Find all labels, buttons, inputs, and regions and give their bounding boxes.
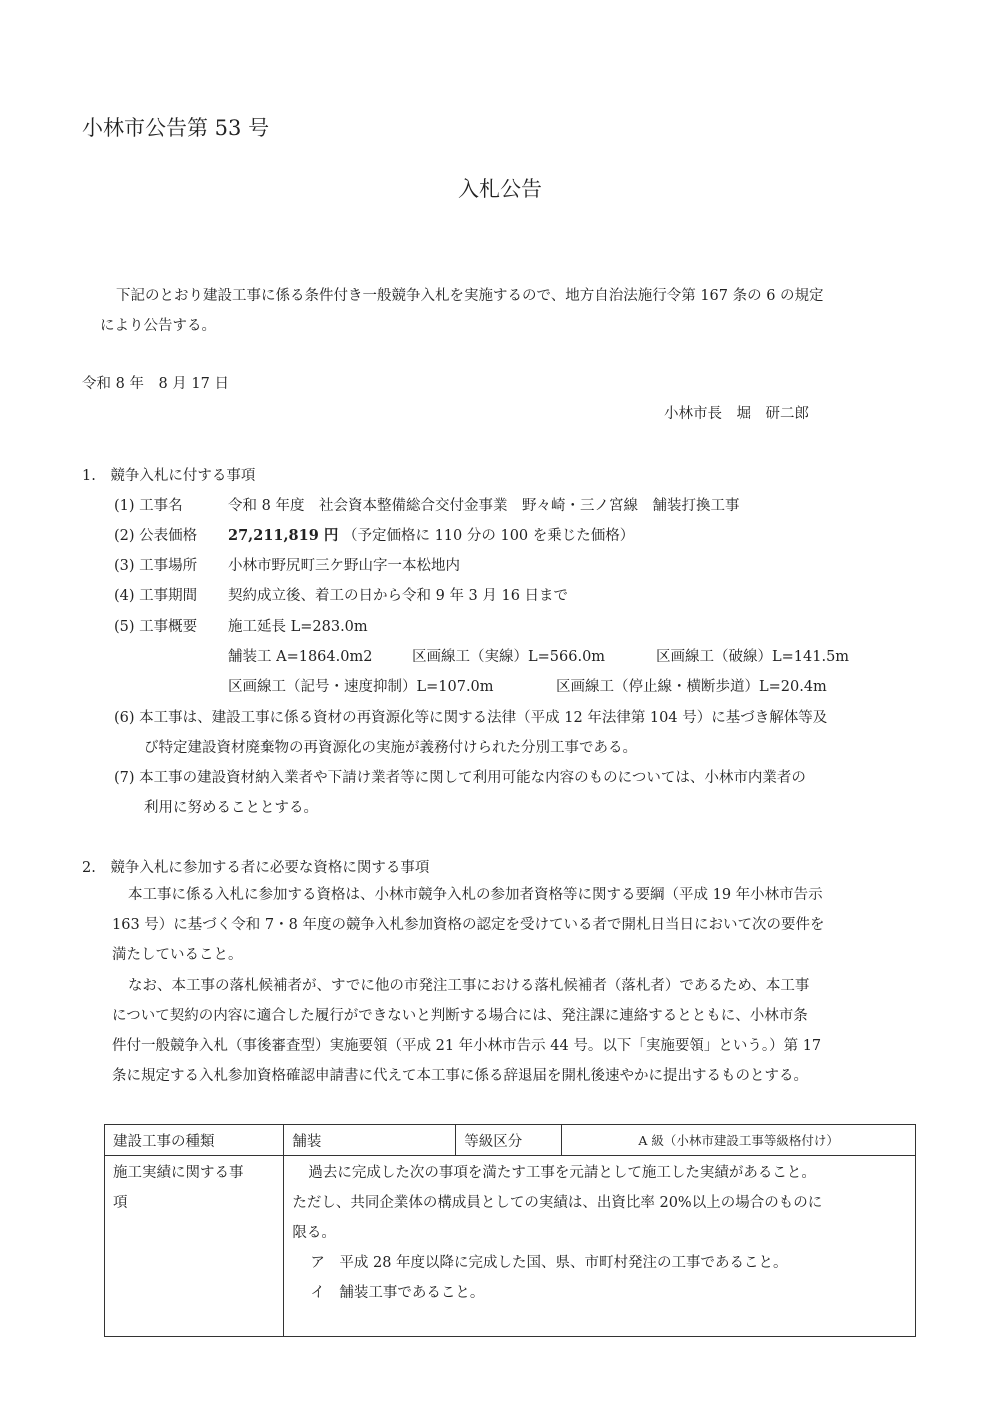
experience-line-3: 限る。 xyxy=(292,1225,336,1241)
overview-line-1-c: 区画線工（破線）L=141.5m xyxy=(656,649,850,665)
item-6-line-1: (6) 本工事は、建設工事に係る資材の再資源化等に関する法律（平成 12 年法律第 104 号）に基づき解体等及 xyxy=(114,710,828,726)
experience-requirements-cell xyxy=(284,1156,916,1337)
item-4-label: (4) 工事期間 xyxy=(114,588,198,604)
requirements-table xyxy=(104,1124,916,1337)
experience-label-line-1: 施工実績に関する事 xyxy=(113,1165,244,1181)
published-price-note: （予定価格に 110 分の 100 を乗じた価格） xyxy=(342,528,635,544)
experience-line-1: 過去に完成した次の事項を満たす工事を元請として施工した実績があること。 xyxy=(308,1165,816,1181)
work-type-label: 建設工事の種類 xyxy=(105,1125,284,1156)
para-1-line-1: 本工事に係る入札に参加する資格は、小林市競争入札の参加者資格等に関する要綱（平成 19 年小林市告示 xyxy=(128,887,823,903)
item-3-label: (3) 工事場所 xyxy=(114,558,198,574)
item-5-label: (5) 工事概要 xyxy=(114,619,198,635)
item-1-label: (1) 工事名 xyxy=(114,498,183,514)
section-2-heading: 2. 競争入札に参加する者に必要な資格に関する事項 xyxy=(82,860,430,876)
section-1-heading: 1. 競争入札に付する事項 xyxy=(82,468,256,484)
item-1-value: 令和 8 年度 社会資本整備総合交付金事業 野々崎・三ノ宮線 舗装打換工事 xyxy=(228,498,740,514)
item-7-line-1: (7) 本工事の建設資材納入業者や下請け業者等に関して利用可能な内容のものについては、小林市内業者の xyxy=(114,770,806,786)
overview-line-2-b: 区画線工（停止線・横断歩道）L=20.4m xyxy=(556,679,827,695)
item-7-line-2: 利用に努めることとする。 xyxy=(144,800,318,816)
page-title: 入札公告 xyxy=(458,177,542,201)
published-price: 27,211,819 円 xyxy=(228,527,339,544)
item-6-line-2: び特定建設資材廃棄物の再資源化の実施が義務付けられた分別工事である。 xyxy=(144,740,637,756)
mayor-signature: 小林市長 堀 研二郎 xyxy=(664,406,809,422)
item-2-value xyxy=(228,524,634,545)
para-1-line-3: 満たしていること。 xyxy=(112,947,243,963)
experience-label-cell xyxy=(105,1156,284,1337)
overview-line-2-a: 区画線工（記号・速度抑制）L=107.0m xyxy=(228,679,494,695)
experience-line-5: イ 舗装工事であること。 xyxy=(310,1285,485,1301)
section-2-paragraph-2 xyxy=(112,971,922,1091)
item-4-value: 契約成立後、着工の日から令和 9 年 3 月 16 日まで xyxy=(228,588,569,604)
overview-line-1-a: 舗装工 A=1864.0m2 xyxy=(228,649,373,665)
para-2-line-4: 条に規定する入札参加資格確認申請書に代えて本工事に係る辞退届を開札後速やかに提出するものとする。 xyxy=(112,1068,808,1084)
intro-line-2: により公告する。 xyxy=(100,318,216,334)
para-2-line-1: なお、本工事の落札候補者が、すでに他の市発注工事における落札候補者（落札者）であるため、本工事 xyxy=(128,978,810,994)
grade-value: A 級（小林市建設工事等級格付け） xyxy=(562,1125,916,1156)
experience-line-4: ア 平成 28 年度以降に完成した国、県、市町村発注の工事であること。 xyxy=(310,1255,788,1271)
para-2-line-3: 件付一般競争入札（事後審査型）実施要領（平成 21 年小林市告示 44 号。以下「実施要領」という。）第 17 xyxy=(112,1038,822,1054)
table-row xyxy=(105,1156,916,1337)
table-row xyxy=(105,1125,916,1156)
intro-line-1: 下記のとおり建設工事に係る条件付き一般競争入札を実施するので、地方自治法施行令第 167 条の 6 の規定 xyxy=(116,288,824,304)
grade-label: 等級区分 xyxy=(456,1125,562,1156)
work-type-value: 舗装 xyxy=(284,1125,456,1156)
section-2-paragraph-1 xyxy=(112,880,922,970)
notice-number: 小林市公告第 53 号 xyxy=(82,116,270,140)
experience-line-2: ただし、共同企業体の構成員としての実績は、出資比率 20%以上の場合のものに xyxy=(292,1195,823,1211)
item-5-value: 施工延長 L=283.0m xyxy=(228,619,368,635)
intro-paragraph xyxy=(82,281,922,341)
notice-date: 令和 8 年 8 月 17 日 xyxy=(82,376,229,392)
experience-label-line-2: 項 xyxy=(113,1195,128,1211)
item-2-label: (2) 公表価格 xyxy=(114,528,198,544)
para-2-line-2: について契約の内容に適合した履行ができないと判断する場合には、発注課に連絡するとともに、小林市条 xyxy=(112,1008,808,1024)
item-3-value: 小林市野尻町三ケ野山字一本松地内 xyxy=(228,558,460,574)
overview-line-1-b: 区画線工（実線）L=566.0m xyxy=(412,649,606,665)
para-1-line-2: 163 号）に基づく令和 7・8 年度の競争入札参加資格の認定を受けている者で開札日当日において次の要件を xyxy=(112,917,825,933)
